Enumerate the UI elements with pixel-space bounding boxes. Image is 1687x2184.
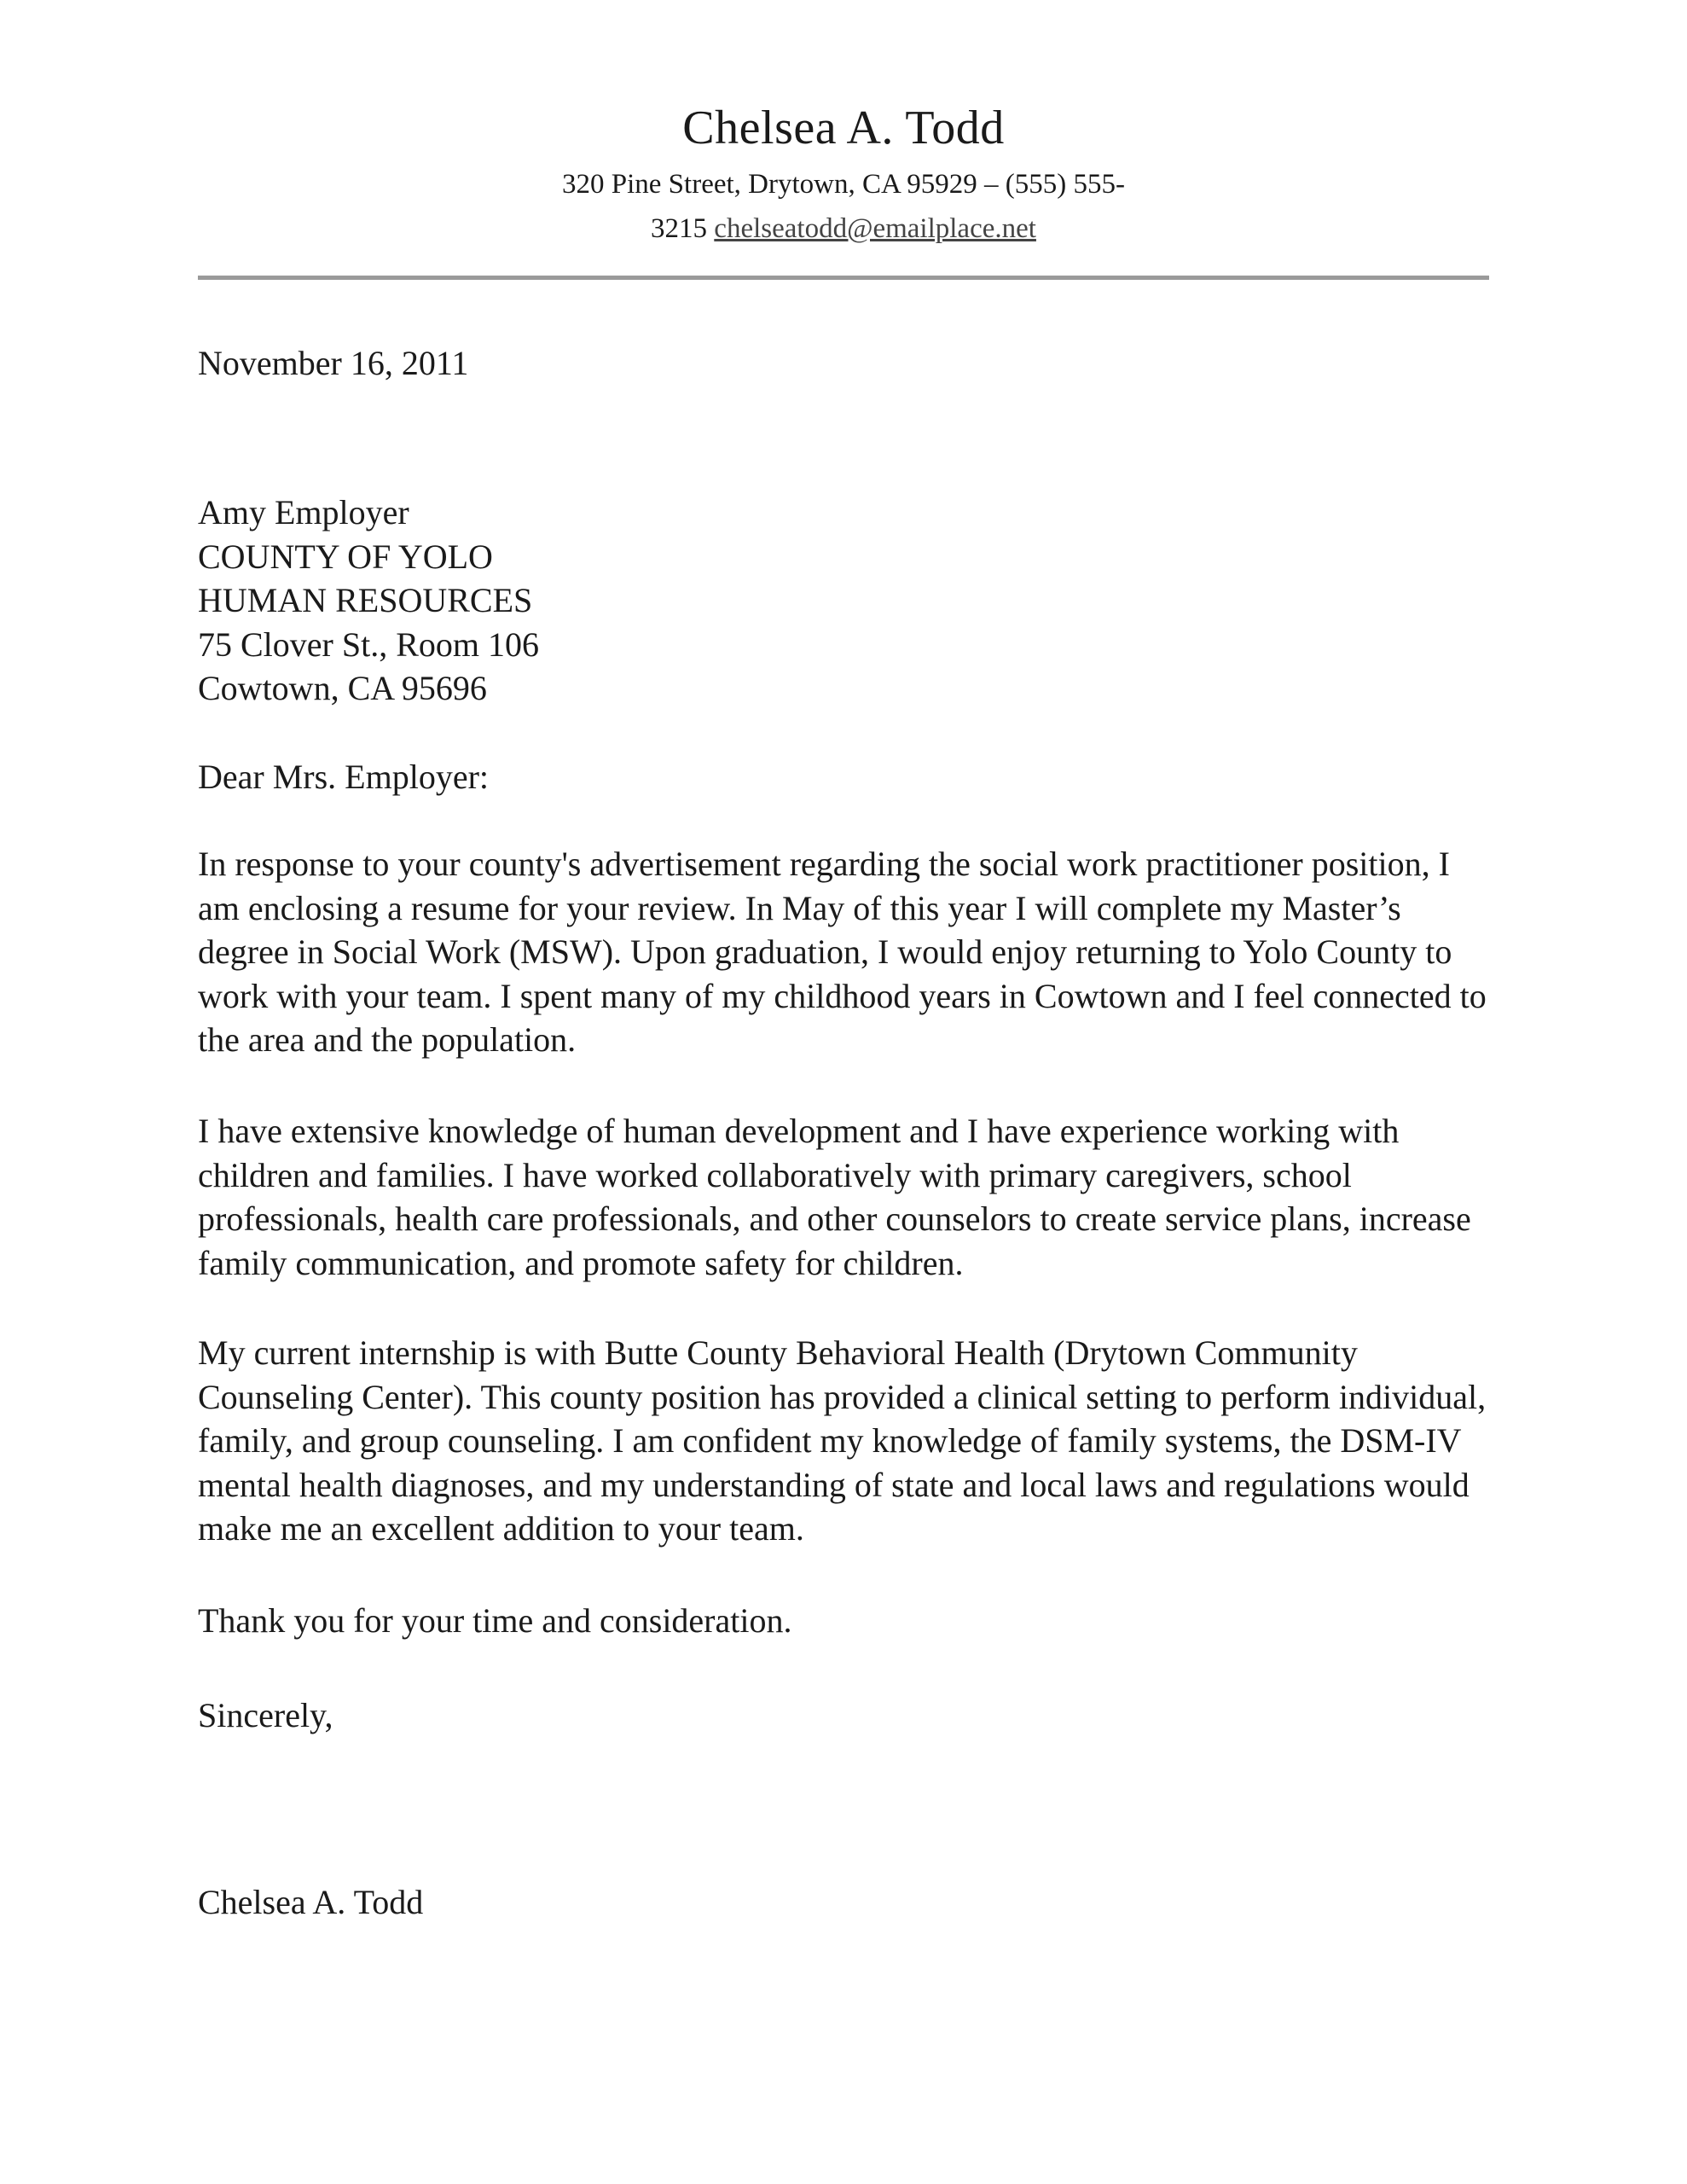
closing: Sincerely, bbox=[198, 1696, 333, 1734]
signature-name: Chelsea A. Todd bbox=[198, 1883, 424, 1921]
recipient-address bbox=[198, 491, 1494, 711]
body-paragraph: I have extensive knowledge of human development and I have experience working with children and families. I have worked collaboratively with primary caregivers, school professionals, health care professionals, and other counselors to create service plans, increase family communication, and promote safety for children. bbox=[198, 1112, 1471, 1282]
sender-contact bbox=[198, 162, 1489, 251]
sender-phone-email-line bbox=[198, 206, 1489, 251]
sender-name: Chelsea A. Todd bbox=[682, 102, 1005, 154]
recipient-line: COUNTY OF YOLO bbox=[198, 537, 493, 576]
recipient-line: HUMAN RESOURCES bbox=[198, 581, 533, 619]
thanks-line: Thank you for your time and consideration. bbox=[198, 1601, 792, 1640]
body-paragraph: In response to your county's advertisement regarding the social work practitioner position, I am enclosing a resume for your review. In May of this year I will complete my Master’s degree in Social Work (MSW). Upon graduation, I would enjoy returning to Yolo County to work with your team. I spent many of my childhood years in Cowtown and I feel connected to the area and the population. bbox=[198, 845, 1487, 1059]
body-paragraph: My current internship is with Butte County Behavioral Health (Drytown Community Counseling Center). This county position has provided a clinical setting to perform individual, family, and group counseling. I am confident my knowledge of family systems, the DSM-IV mental health diagnoses, and my understanding of state and local laws and regulations would make me an excellent addition to your team. bbox=[198, 1333, 1487, 1548]
salutation: Dear Mrs. Employer: bbox=[198, 758, 490, 796]
sender-address-line: 320 Pine Street, Drytown, CA 95929 – (555) 555- bbox=[562, 169, 1125, 200]
recipient-line: Cowtown, CA 95696 bbox=[198, 669, 487, 707]
sender-phone-end: 3215 bbox=[651, 213, 715, 244]
letterhead bbox=[198, 94, 1489, 251]
sender-email-link[interactable]: chelseatodd@emailplace.net bbox=[714, 213, 1036, 244]
recipient-line: Amy Employer bbox=[198, 493, 409, 531]
header-divider bbox=[198, 276, 1489, 280]
recipient-line: 75 Clover St., Room 106 bbox=[198, 624, 540, 664]
letter-date: November 16, 2011 bbox=[198, 344, 469, 382]
